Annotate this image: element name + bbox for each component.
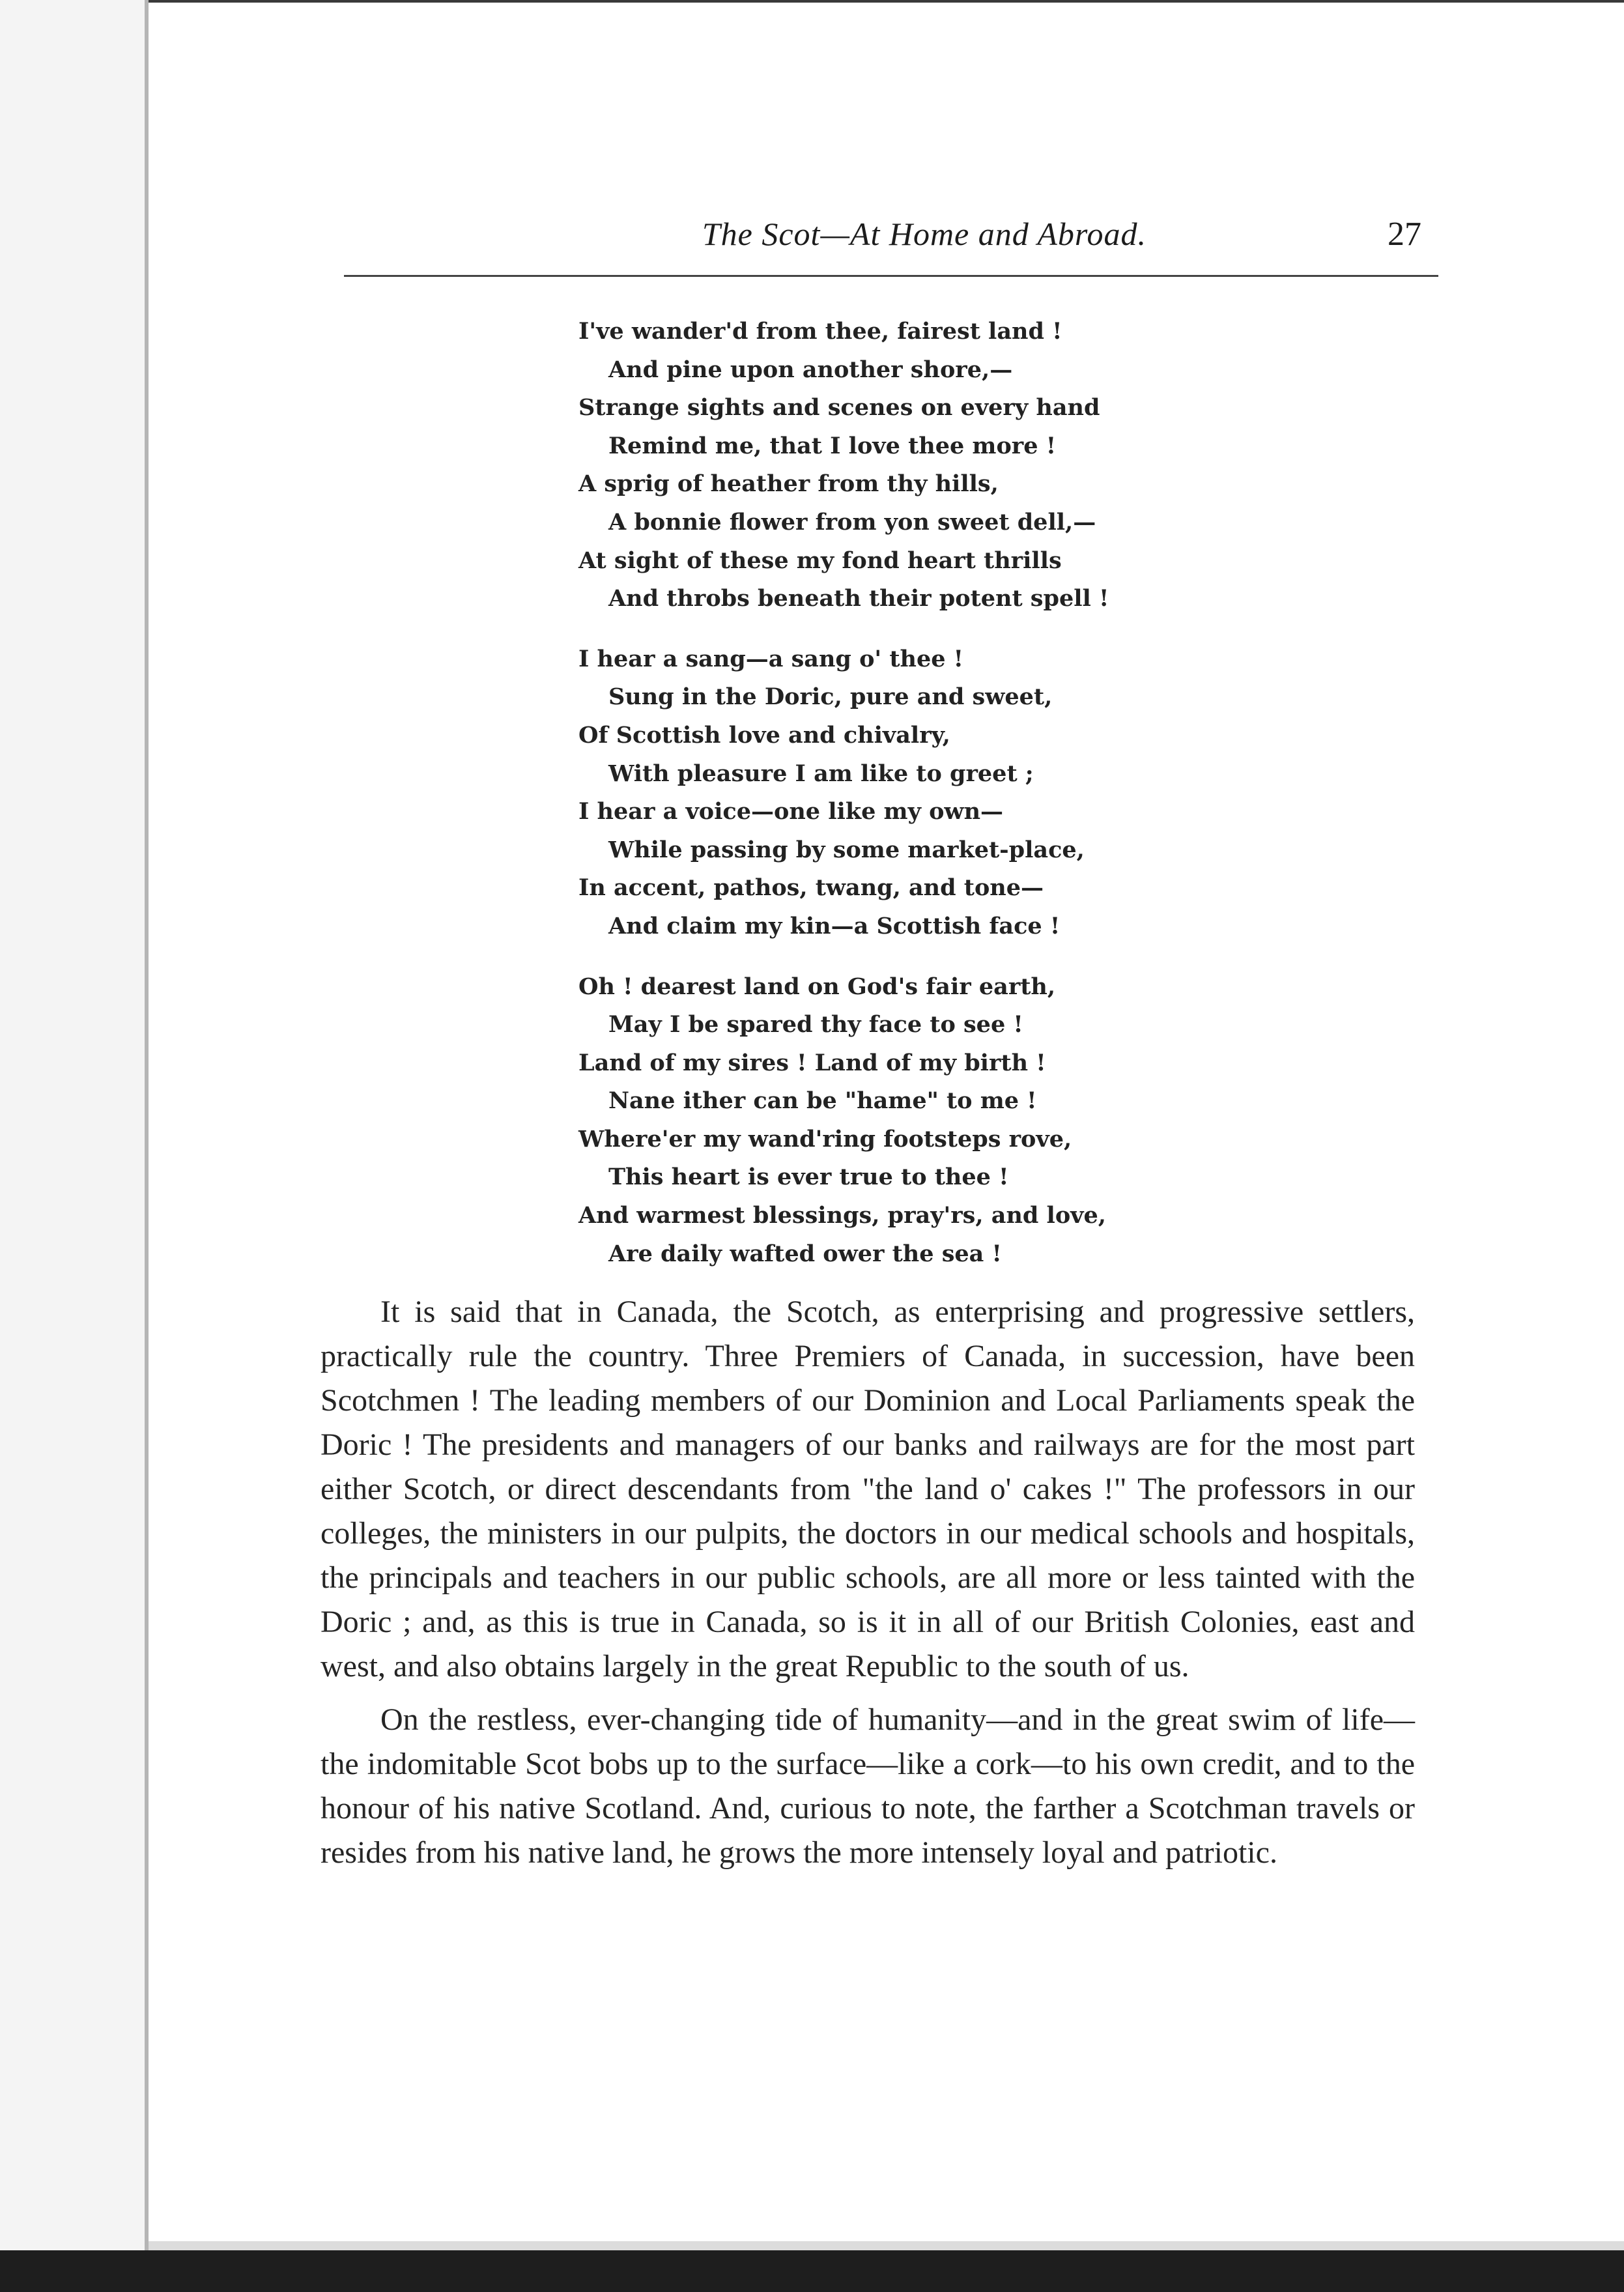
stanza-2: [578, 640, 1109, 946]
stanza-3: [578, 968, 1109, 1274]
poem-line: May I be spared thy face to see !: [608, 1011, 1023, 1039]
stanza-1: [578, 313, 1109, 618]
poem-line: Of Scottish love and chivalry,: [578, 721, 950, 749]
poem-line: With pleasure I am like to greet ;: [608, 760, 1034, 787]
poem-line: I hear a sang—a sang o' thee !: [578, 645, 964, 672]
poem-line: A sprig of heather from thy hills,: [578, 470, 999, 498]
poem-line: Where'er my wand'ring footsteps rove,: [578, 1125, 1072, 1153]
poem-line: Remind me, that I love thee more !: [608, 432, 1057, 459]
scan-bottom-border: [0, 2250, 1624, 2292]
poem-line: In accent, pathos, twang, and tone—: [578, 874, 1044, 902]
header-rule: [344, 275, 1438, 277]
poem-line: This heart is ever true to thee !: [608, 1164, 1009, 1191]
poem-line: Nane ither can be "hame" to me !: [608, 1087, 1037, 1115]
poem: [578, 313, 1109, 1295]
poem-line: And throbs beneath their potent spell !: [608, 585, 1109, 612]
page-left-edge: [145, 0, 149, 2292]
poem-line: Land of my sires ! Land of my birth !: [578, 1049, 1046, 1076]
poem-line: At sight of these my fond heart thrills: [578, 547, 1062, 574]
poem-line: I hear a voice—one like my own—: [578, 798, 1004, 825]
page-gutter-shadow: [0, 0, 149, 2292]
page-number: 27: [1388, 216, 1421, 253]
poem-line: A bonnie flower from yon sweet dell,—: [608, 508, 1096, 536]
paragraph: It is said that in Canada, the Scotch, as enterprising and progressive settlers, practically rule the country. Three Premiers of Canada, in succession, have been Scotchmen ! The leading members of our Dominion and Local Parliaments speak the Doric ! The presidents and managers of our banks and railways are for the most part either Scotch, or direct descendants from "the land o' cakes !" The professors in our colleges, the ministers in our pulpits, the doctors in our medical schools and hospitals, the principals and teachers in our public schools, are all more or less tainted with the Doric ; and, as this is true in Canada, so is it in all of our British Colonies, east and west, and also obtains largely in the great Republic to the south of us.: [321, 1295, 1415, 1683]
page-bottom-shadow: [149, 2241, 1624, 2250]
poem-line: And pine upon another shore,—: [608, 356, 1013, 383]
poem-line: Oh ! dearest land on God's fair earth,: [578, 973, 1056, 1000]
running-title: The Scot—At Home and Abroad.: [702, 216, 1147, 252]
poem-line: Strange sights and scenes on every hand: [578, 394, 1100, 422]
poem-line: And claim my kin—a Scottish face !: [608, 912, 1061, 939]
poem-line: Are daily wafted ower the sea !: [608, 1240, 1002, 1267]
poem-line: And warmest blessings, pray'rs, and love,: [578, 1202, 1106, 1229]
poem-line: Sung in the Doric, pure and sweet,: [608, 683, 1053, 711]
body-text: [321, 1290, 1415, 1884]
poem-line: While passing by some market-place,: [608, 836, 1085, 863]
paragraph: On the restless, ever-changing tide of humanity—and in the great swim of life—the indomitable Scot bobs up to the surface—like a cork—to his own credit, and to the honour of his native Scotland. And, curious to note, the farther a Scotchman travels or resides from his native land, he grows the more intensely loyal and patriotic.: [321, 1702, 1415, 1870]
poem-line: I've wander'd from thee, fairest land !: [578, 318, 1062, 345]
scan-top-border: [149, 0, 1624, 3]
